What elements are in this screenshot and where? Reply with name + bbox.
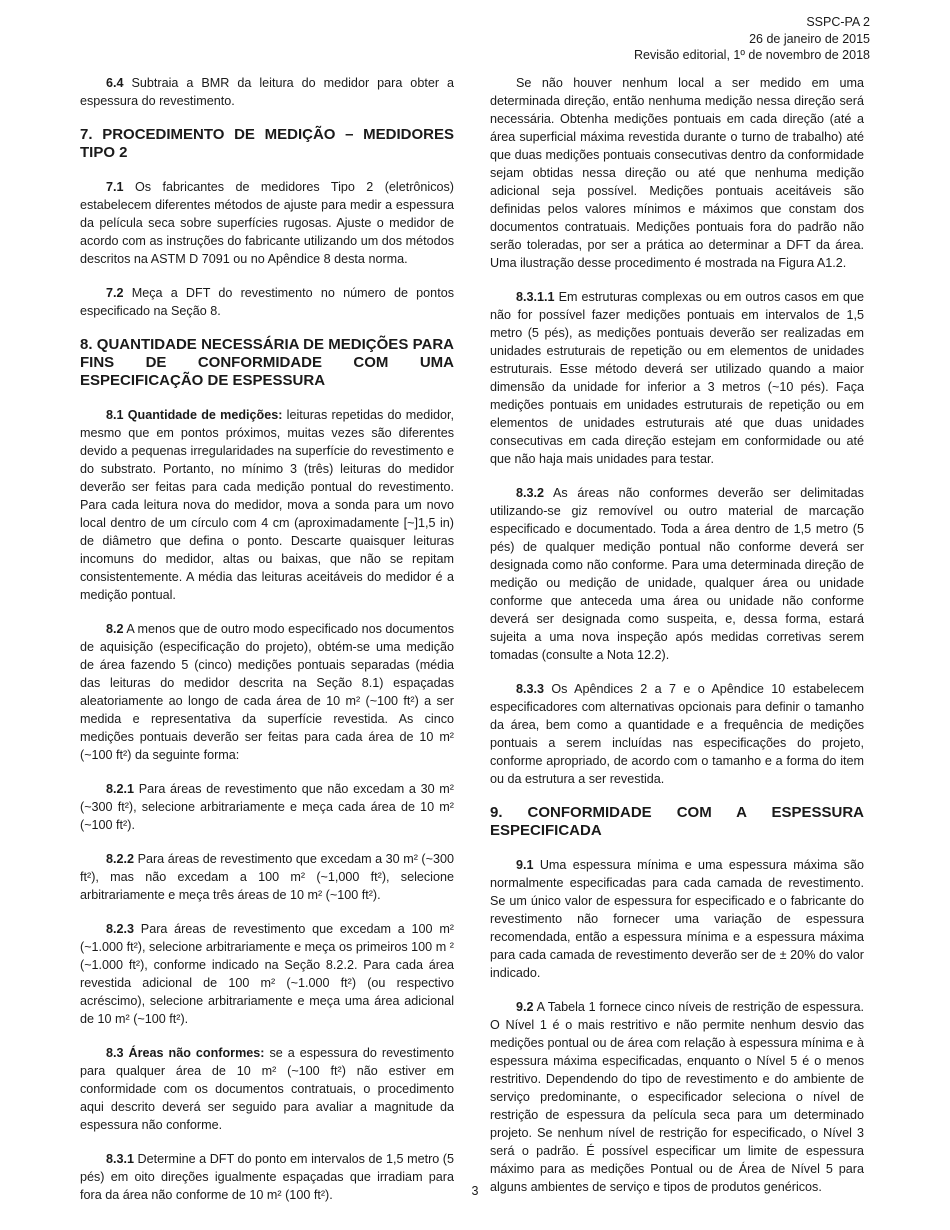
section-number: 9.1 (516, 858, 534, 872)
paragraph-text: Uma espessura mínima e uma espessura máxima são normalmente especificadas para cada camada de revestimento. Se um único valor de espessura for especificado e o fabricante do revestimento não fornecer uma variação de espessura recomendada, então a espessura mínima e a espessura máxima para cada camada de revestimento deverão ser de ± 20% do valor indicado. (490, 858, 864, 980)
section-number: 8.3.1.1 (516, 290, 555, 304)
section-number: 7.1 (106, 180, 124, 194)
section-9-heading: 9. CONFORMIDADE COM A ESPESSURA ESPECIFICADA (490, 804, 864, 839)
section-number: 9.2 (516, 1000, 534, 1014)
document-date: 26 de janeiro de 2015 (749, 31, 870, 46)
paragraph-text: Para áreas de revestimento que excedam a 100 m² (~1.000 ft²), selecione arbitrariamente e meça os primeiros 100 m ² (~1.000 ft²), conforme indicado na Seção 8.2.2. Para cada área revestida adicional de 100 m² (~1.000 ft²) (ou respectivo acréscimo), selecione arbitrariamente e meça uma área adicional de 10 m² (~100 ft²). (80, 922, 455, 1026)
section-number: 8.2.3 (106, 922, 135, 936)
section-number: 8.2.1 (106, 782, 135, 796)
revision-note: Revisão editorial, 1º de novembro de 2018 (634, 48, 870, 62)
section-number: 8.2 (106, 622, 124, 636)
running-header (634, 14, 870, 64)
section-number: 6.4 (106, 76, 124, 90)
section-number: 8.3 Áreas não conformes: (106, 1046, 265, 1060)
section-number: 8.1 Quantidade de medições: (106, 408, 283, 422)
paragraph-7-1 (80, 178, 454, 268)
section-number: 8.3.1 (106, 1152, 135, 1166)
section-number: 8.3.2 (516, 486, 545, 500)
paragraph-8-2 (80, 620, 454, 764)
document-id: SSPC-PA 2 (806, 15, 870, 29)
paragraph-7-2 (80, 284, 454, 320)
paragraph-text: Subtraia a BMR da leitura do medidor para obter a espessura do revestimento. (80, 76, 455, 108)
paragraph-text: A Tabela 1 fornece cinco níveis de restrição de espessura. O Nível 1 é o mais restritivo e não permite nenhum desvio das medições pontual ou de área com relação à espessura mínima e à espessura máxima especificadas, enquanto o Nível 5 é o menos restritivo. Dependendo do tipo de revestimento e do ambiente de serviço predominante, o especificador seleciona o nível de restrição de espessura da película seca para um determinado projeto. Se nenhum nível de restrição for especificado, o Nível 3 será o padrão. É possível especificar um limite de espessura máximo para as medições Pontual ou de Área de Nível 5 para alguns ambientes de serviço e tipos de produtos genéricos. (490, 1000, 864, 1194)
paragraph-8-3-2 (490, 484, 864, 664)
paragraph-text: Em estruturas complexas ou em outros casos em que não for possível fazer medições pontuais em intervalos de 1,5 metro (5 pés), as medições pontuais deverão ser realizadas em unidades estruturais de repetição ou em elementos de unidades estruturais. Esse método deverá ser utilizado quando a maior dimensão da unidade for inferior a 3 metros (~10 pés). Faça medições pontuais em unidades estruturais de repetição ou em elementos de unidades estruturais até que duas unidades consecutivas em cada direção estejam em conformidade ou até que não haja mais unidades para testar. (490, 290, 865, 466)
left-column (80, 74, 454, 1220)
paragraph-text: Determine a DFT do ponto em intervalos de 1,5 metro (5 pés) em oito direções igualmente espaçadas que irradiam para fora da área não conforme de 10 m² (100 ft²). (80, 1152, 454, 1202)
paragraph-text: Para áreas de revestimento que excedam a 30 m² (~300 ft²), mas não excedam a 100 m² (~1,000 ft²), selecione arbitrariamente e meça três áreas de 10 m² (~100 ft²). (80, 852, 454, 902)
paragraph-text: leituras repetidas do medidor, mesmo que em pontos próximos, muitas vezes são diferentes devido a pequenas irregularidades na superfície do revestimento e do substrato. Portanto, no mínimo 3 (três) leituras do medidor deverão ser feitas para cada medição pontual do revestimento. Para cada leitura nova do medidor, mova a sonda para um novo local dentro de um círculo com 4 cm (aproximadamente [~]1,5 in) de diâmetro que defina o ponto. Descarte quaisquer leituras incomuns do medidor, altas ou baixas, que não se repitam consistentemente. A média das leituras aceitáveis do medidor é a medição pontual. (80, 408, 455, 602)
right-column (490, 74, 864, 1212)
paragraph-text: Meça a DFT do revestimento no número de pontos especificado na Seção 8. (80, 286, 454, 318)
paragraph-text: se a espessura do revestimento para qualquer área de 10 m² (~100 ft²) não estiver em conformidade com os documentos contratuais, o procedimento aqui descrito deverá ser seguido para avaliar a magnitude da espessura não conforme. (80, 1046, 454, 1132)
section-number: 7.2 (106, 286, 124, 300)
paragraph-text: A menos que de outro modo especificado nos documentos de aquisição (especificação do projeto), obtém-se uma medição de área fazendo 5 (cinco) medições pontuais separadas (média das leituras do medidor descrita na Seção 8.1) espaçadas aleatoriamente ao longo de cada área de 10 m² (~100 ft²) a ser medida e representativa da superfície revestida. As cinco medições pontuais deverão ser feitas para cada área de 10 m² (~100 ft²) da seguinte forma: (80, 622, 454, 762)
paragraph-9-1 (490, 856, 864, 982)
section-8-heading: 8. QUANTIDADE NECESSÁRIA DE MEDIÇÕES PARA FINS DE CONFORMIDADE COM UMA ESPECIFICAÇÃO DE ESPESSURA (80, 336, 454, 389)
section-number: 8.3.3 (516, 682, 545, 696)
paragraph-8-3 (80, 1044, 454, 1134)
paragraph-8-1 (80, 406, 454, 604)
paragraph-text: Para áreas de revestimento que não excedam a 30 m² (~300 ft²), selecione arbitrariamente e meça cada área de 10 m² (~100 ft²). (80, 782, 454, 832)
paragraph-8-2-2 (80, 850, 454, 904)
paragraph-text: Os fabricantes de medidores Tipo 2 (eletrônicos) estabelecem diferentes métodos de ajuste para medir a espessura da película seca sobre superfícies rugosas. Ajuste o medidor de acordo com as instruções do fabricante utilizando um dos métodos descritos na ASTM D 7091 ou no Apêndice 8 desta norma. (80, 180, 454, 266)
paragraph-6-4 (80, 74, 454, 110)
paragraph-text: As áreas não conformes deverão ser delimitadas utilizando-se giz removível ou outro material de marcação especificado e documentado. Toda a área dentro de 1,5 metro (5 pés) de qualquer medição pontual não conforme deverá ser designada como não conforme. Para uma determinada direção de medição ou medição de unidade, qualquer área ou unidade conforme que anteceda uma área ou unidade não conforme deverá ser designada como suspeita, e, dessa forma, estará sujeita a uma nova inspeção após medidas corretivas serem tomadas (consulte a Nota 12.2). (490, 486, 864, 662)
paragraph-8-3-1-1 (490, 288, 864, 468)
section-number: 8.2.2 (106, 852, 135, 866)
paragraph-8-3-3 (490, 680, 864, 788)
paragraph-text: Os Apêndices 2 a 7 e o Apêndice 10 estabelecem especificadores com alternativas opcionais para definir o tamanho da área, bem como a quantidade e a frequência de medições pontuais a serem incluídas nas especificações do projeto, conforme apropriado, de acordo com o tamanho e a forma do item ou da estrutura a ser revestida. (490, 682, 864, 786)
section-7-heading: 7. PROCEDIMENTO DE MEDIÇÃO – MEDIDORES TIPO 2 (80, 126, 454, 161)
paragraph-8-2-3 (80, 920, 454, 1028)
paragraph-9-2 (490, 998, 864, 1196)
paragraph-8-3-1-continued: Se não houver nenhum local a ser medido em uma determinada direção, então nenhuma medição nessa direção será necessária. Obtenha medições pontuais em cada direção (até a área superficial máxima revestida durante o turno de trabalho) até que duas medições pontuais consecutivas dentro da conformidade sejam obtidas nessa direção ou até que nenhuma medição adicional seja possível. Medições pontuais aceitáveis são definidas pelos valores mínimos e máximos que constam dos documentos contratuais. Medições pontuais fora do padrão não serão toleradas, por ser a prática ao determinar a DFT da área. Uma ilustração desse procedimento é mostrada na Figura A1.2. (490, 76, 864, 270)
paragraph-8-2-1 (80, 780, 454, 834)
page-number: 3 (471, 1184, 479, 1198)
